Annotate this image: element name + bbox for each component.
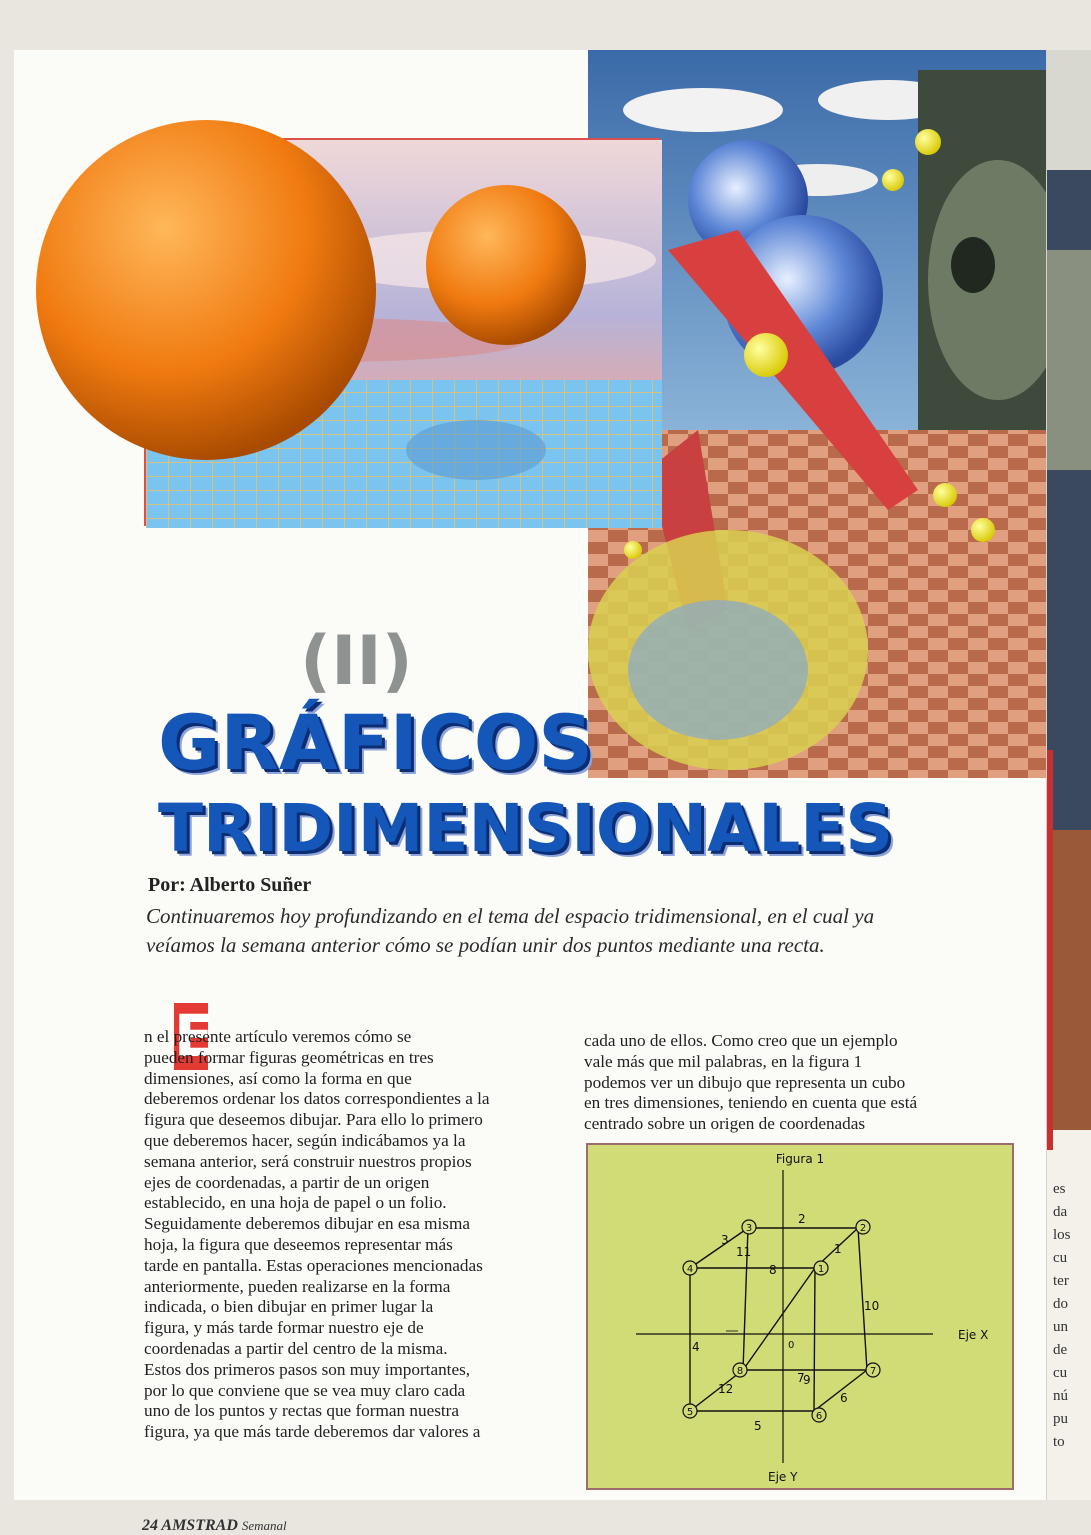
edge-label: 8 — [769, 1263, 777, 1277]
edge-label: 10 — [864, 1299, 880, 1313]
folio-number: 24 AMSTRAD — [142, 1517, 238, 1534]
magazine-page — [14, 50, 1054, 1534]
text-fragment: cu — [1053, 1250, 1068, 1266]
figure-title: Figura 1 — [775, 1152, 825, 1166]
page-footer — [142, 1517, 287, 1535]
adjacent-page — [1046, 50, 1091, 1500]
part-number: (II) — [300, 622, 413, 701]
magazine-name: Semanal — [241, 1518, 287, 1533]
article-column-1: n el presente artículo veremos cómo se pueden formar figuras geométricas en tres dimensiones, así como la forma en que deberemos ordenar los datos correspondientes a la figura que deseemos dibujar. Para ello lo primero que deberemos hacer, según indicábamos ya la semana anterior, será construir nuestros propios ejes de coordenadas, a partir de un origen establecido, en una hoja de papel o un folio. Seguidamente deberemos dibujar en esa misma hoja, la figura que deseemos representar más tarde en pantalla. Estas operaciones mencionadas anteriormente, pueden realizarse en la forma indicada, o bien dibujar en primer lugar la figura, y más tarde formar nuestro eje de coordenadas a partir del centro de la misma. Estos dos primeros pasos son muy importantes, por lo que conviene que se vea muy claro cada uno de los puntos y rectas que forman nuestra figura, ya que más tarde deberemos dar valores a — [144, 1027, 490, 1442]
text-fragment: ter — [1053, 1273, 1069, 1289]
vertex-markers — [683, 1220, 880, 1422]
text-fragment: cu — [1053, 1365, 1068, 1381]
drop-cap: E — [174, 1002, 214, 1070]
spheres-render-image — [144, 138, 660, 526]
vertex-label: 8 — [736, 1366, 744, 1377]
edge-label: 11 — [736, 1245, 752, 1259]
axis-x-label: Eje X — [958, 1328, 989, 1342]
text-fragment: pu — [1053, 1411, 1068, 1427]
vertex-label: 6 — [815, 1411, 823, 1422]
vertex-label: 3 — [745, 1223, 753, 1234]
text-fragment: da — [1053, 1204, 1068, 1220]
vertex-label: 2 — [859, 1223, 867, 1234]
edge-label: 2 — [798, 1212, 806, 1226]
article-title-line-1: GRÁFICOS — [158, 698, 594, 787]
edge-label: 6 — [840, 1391, 848, 1405]
edge-label: 7 — [797, 1371, 805, 1385]
text-fragment: es — [1053, 1181, 1066, 1197]
vertex-label: 5 — [686, 1407, 694, 1418]
vertex-label: 4 — [686, 1264, 694, 1275]
text-fragment: un — [1053, 1319, 1068, 1335]
article-title-line-2: TRIDIMENSIONALES — [158, 790, 893, 867]
axis-y-label: Eje Y — [768, 1470, 798, 1484]
origin-label: 0 — [788, 1340, 795, 1351]
edge-label: 1 — [834, 1242, 842, 1256]
edge-label: 3 — [721, 1233, 729, 1247]
article-intro: Continuaremos hoy profundizando en el tema del espacio tridimensional, en el cual ya veíamos la semana anterior cómo se podían unir dos puntos mediante una recta. — [146, 904, 875, 957]
edge-label: 5 — [754, 1419, 762, 1433]
edge-label: 4 — [692, 1340, 700, 1354]
author-byline: Por: Alberto Suñer — [148, 874, 312, 896]
edge-label: 9 — [803, 1373, 811, 1387]
text-fragment: do — [1053, 1296, 1068, 1312]
article-column-2: cada uno de ellos. Como creo que un ejemplo vale más que mil palabras, en la figura 1 podemos ver un dibujo que representa un cubo en tres dimensiones, teniendo en cuenta que está centrado sobre un origen de coordenadas — [584, 1031, 918, 1134]
vertex-label: 1 — [817, 1264, 825, 1275]
edge-label: 12 — [718, 1382, 734, 1396]
text-fragment: de — [1053, 1342, 1068, 1358]
adjacent-page-text — [1053, 1178, 1071, 1454]
vertex-label: 7 — [869, 1366, 877, 1377]
text-fragment: nú — [1053, 1388, 1068, 1404]
text-fragment: to — [1053, 1434, 1065, 1450]
text-fragment: los — [1053, 1227, 1071, 1243]
figure-1-diagram — [586, 1143, 1014, 1490]
